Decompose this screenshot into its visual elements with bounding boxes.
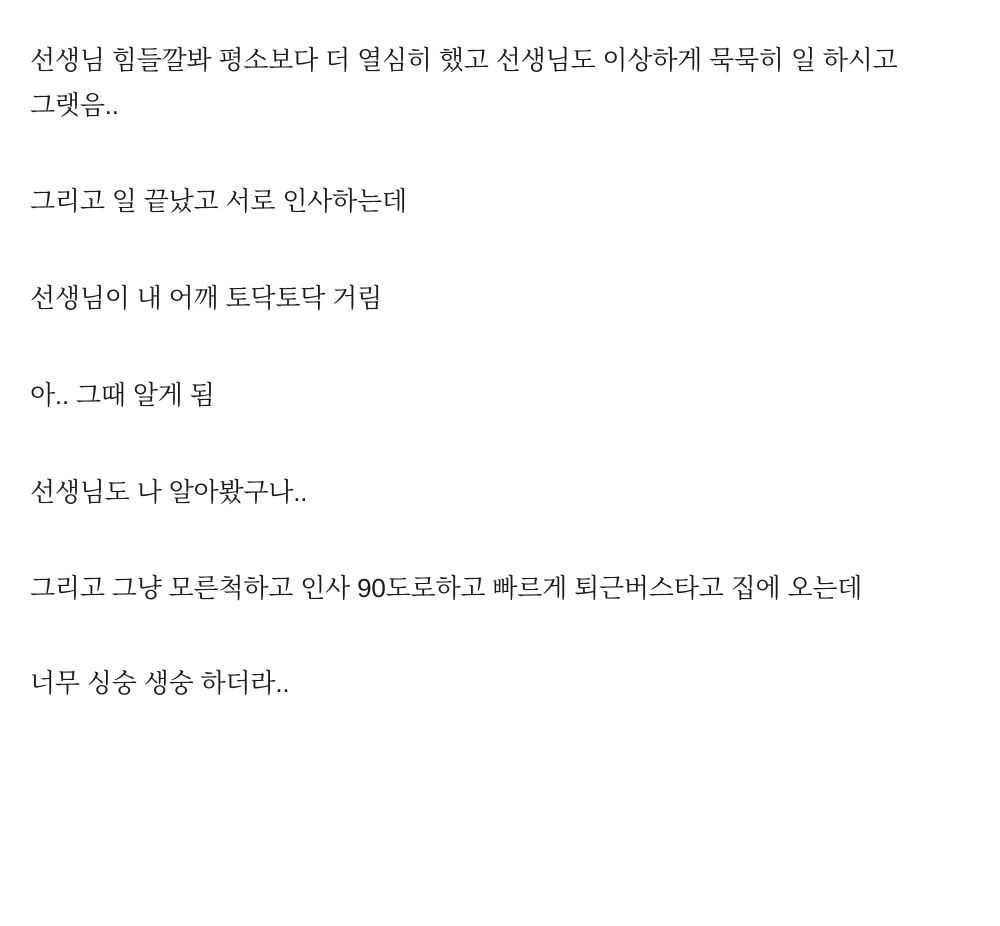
paragraph-5: 선생님도 나 알아봤구나..: [30, 476, 308, 507]
paragraph-1: 선생님 힘들깔봐 평소보다 더 열심히 했고 선생님도 이상하게 묵묵히 일 하시고 그랫음..: [30, 45, 905, 120]
paragraph-7: 너무 싱숭 생숭 하더라..: [30, 668, 290, 699]
paragraph-spacer: [30, 418, 970, 470]
paragraph-3: 선생님이 내 어깨 토닥토닥 거림: [30, 283, 383, 314]
paragraph-6: 그리고 그냥 모른척하고 인사 90도로하고 빠르게 퇴근버스타고 집에 오는데: [30, 573, 863, 604]
paragraph-spacer: [30, 611, 970, 661]
paragraph-4: 아.. 그때 알게 됨: [30, 379, 215, 410]
paragraph-spacer: [30, 127, 970, 179]
paragraph-spacer: [30, 224, 970, 276]
paragraph-spacer: [30, 321, 970, 373]
paragraph-2: 그리고 일 끝났고 서로 인사하는데: [30, 186, 407, 217]
paragraph-spacer: [30, 514, 970, 566]
